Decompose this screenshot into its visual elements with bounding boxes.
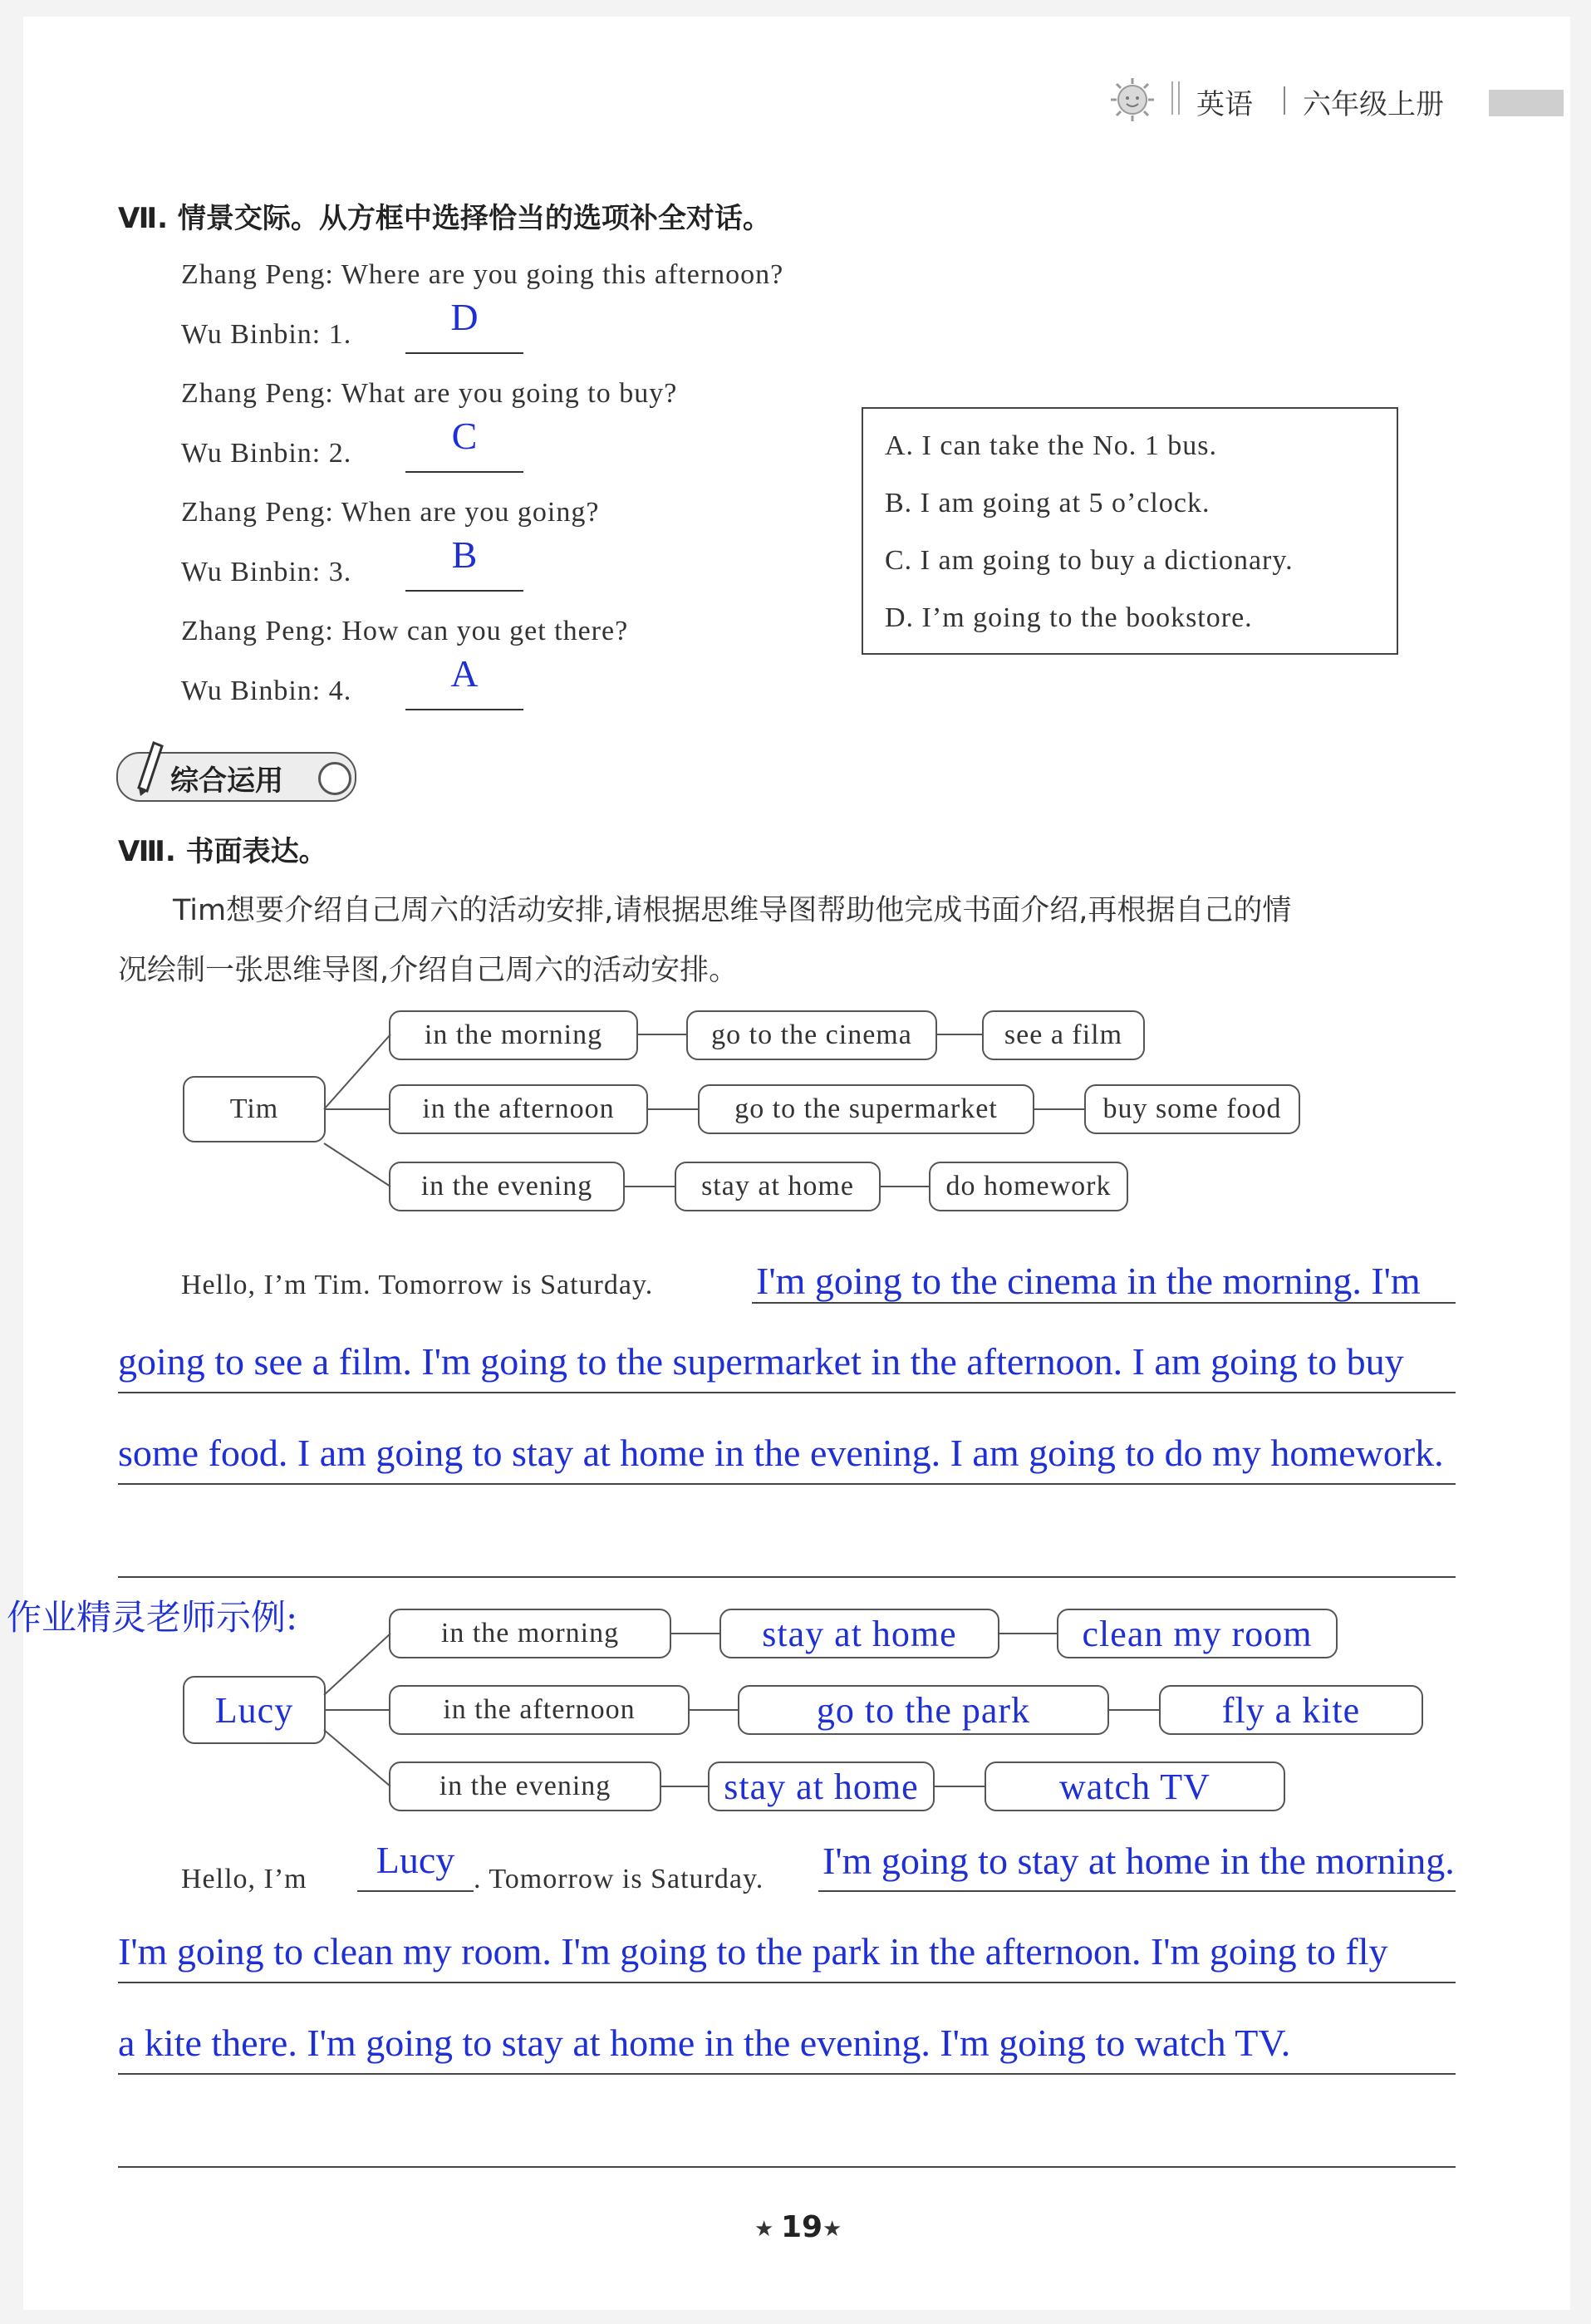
header-grade: 六年级上册 xyxy=(1303,88,1444,121)
lucy-map-place-afternoon: go to the park xyxy=(738,1685,1109,1735)
dialogue-line-5: Zhang Peng: When are you going? xyxy=(181,497,600,528)
lucy-map-activity-morning: clean my room xyxy=(1057,1609,1338,1658)
writing-line xyxy=(118,2166,1456,2168)
tim-map-time-evening: in the evening xyxy=(389,1162,625,1211)
dialogue-line-4: Wu Binbin: 2. xyxy=(181,438,352,469)
footer-star-right-icon: ★ xyxy=(823,2217,842,2242)
option-b: B. I am going at 5 o’clock. xyxy=(885,488,1210,518)
tim-map-activity-afternoon: buy some food xyxy=(1084,1084,1300,1134)
lucy-intro-a: Hello, I’m xyxy=(181,1864,307,1894)
option-d: D. I’m going to the bookstore. xyxy=(885,602,1253,633)
writing-line xyxy=(818,1890,1456,1892)
lucy-map-time-afternoon: in the afternoon xyxy=(389,1685,690,1735)
tim-map-place-afternoon: go to the supermarket xyxy=(698,1084,1034,1134)
header-subject: 英语 xyxy=(1196,88,1253,121)
tim-map-place-evening: stay at home xyxy=(675,1162,881,1211)
lucy-intro-b: . Tomorrow is Saturday. xyxy=(474,1864,764,1894)
name-blank xyxy=(357,1890,474,1892)
tim-answer-line-3: some food. I am going to stay at home in the evening. I am going to do my homework. xyxy=(118,1432,1444,1474)
writing-line xyxy=(118,1392,1456,1393)
tim-answer-line-2: going to see a film. I'm going to the supermarket in the afternoon. I am going to buy xyxy=(118,1340,1404,1383)
tim-map-activity-evening: do homework xyxy=(929,1162,1128,1211)
writing-line xyxy=(118,1576,1456,1578)
lucy-map-root: Lucy xyxy=(183,1676,326,1744)
section8-title: Ⅷ. 书面表达。 xyxy=(118,835,327,868)
lucy-answer-line-2: I'm going to clean my room. I'm going to the park in the afternoon. I'm going to fly xyxy=(118,1930,1388,1973)
instruction-line-1: Tim想要介绍自己周六的活动安排,请根据思维导图帮助他完成书面介绍,再根据自己的情 xyxy=(173,894,1292,927)
tim-answer-line-1: I'm going to the cinema in the morning. I'm xyxy=(756,1260,1421,1302)
writing-line xyxy=(118,1982,1456,1983)
section7-title: Ⅶ. 情景交际。从方框中选择恰当的选项补全对话。 xyxy=(118,202,771,235)
writing-line xyxy=(118,2073,1456,2075)
dialogue-line-1: Zhang Peng: Where are you going this afternoon? xyxy=(181,259,784,290)
dialogue-line-7: Zhang Peng: How can you get there? xyxy=(181,616,629,646)
lucy-map-place-morning: stay at home xyxy=(719,1609,999,1658)
tim-map-time-afternoon: in the afternoon xyxy=(389,1084,648,1134)
lucy-map-time-evening: in the evening xyxy=(389,1761,661,1811)
tim-intro: Hello, I’m Tim. Tomorrow is Saturday. xyxy=(181,1270,654,1300)
tim-map-root: Tim xyxy=(183,1076,326,1142)
tim-map-place-morning: go to the cinema xyxy=(686,1010,937,1060)
footer-star-left-icon: ★ xyxy=(754,2217,774,2242)
lucy-map-activity-evening: watch TV xyxy=(985,1761,1285,1811)
lucy-answer-line-3: a kite there. I'm going to stay at home in the evening. I'm going to watch TV. xyxy=(118,2022,1291,2064)
option-c: C. I am going to buy a dictionary. xyxy=(885,545,1294,576)
dialogue-line-6: Wu Binbin: 3. xyxy=(181,557,352,587)
tim-map-time-morning: in the morning xyxy=(389,1010,638,1060)
example-label: 作业精灵老师示例: xyxy=(7,1597,298,1638)
tim-map-activity-morning: see a film xyxy=(982,1010,1145,1060)
dialogue-line-8: Wu Binbin: 4. xyxy=(181,676,352,706)
lucy-map-activity-afternoon: fly a kite xyxy=(1159,1685,1423,1735)
badge-label: 综合运用 xyxy=(170,764,283,798)
lucy-map-place-evening: stay at home xyxy=(708,1761,935,1811)
lucy-name-answer: Lucy xyxy=(376,1839,455,1881)
lucy-map-time-morning: in the morning xyxy=(389,1609,671,1658)
answer-3: B xyxy=(451,533,478,576)
answer-1: D xyxy=(450,296,479,338)
instruction-line-2: 况绘制一张思维导图,介绍自己周六的活动安排。 xyxy=(118,954,739,987)
dialogue-line-3: Zhang Peng: What are you going to buy? xyxy=(181,378,678,409)
writing-line xyxy=(118,1483,1456,1485)
answer-4: A xyxy=(450,652,479,695)
lucy-answer-line-1: I'm going to stay at home in the morning. xyxy=(823,1840,1455,1882)
answer-2: C xyxy=(451,415,478,457)
page-number: 19 xyxy=(781,2210,823,2244)
option-a: A. I can take the No. 1 bus. xyxy=(885,430,1218,461)
dialogue-line-2: Wu Binbin: 1. xyxy=(181,319,352,350)
writing-line xyxy=(752,1302,1456,1304)
